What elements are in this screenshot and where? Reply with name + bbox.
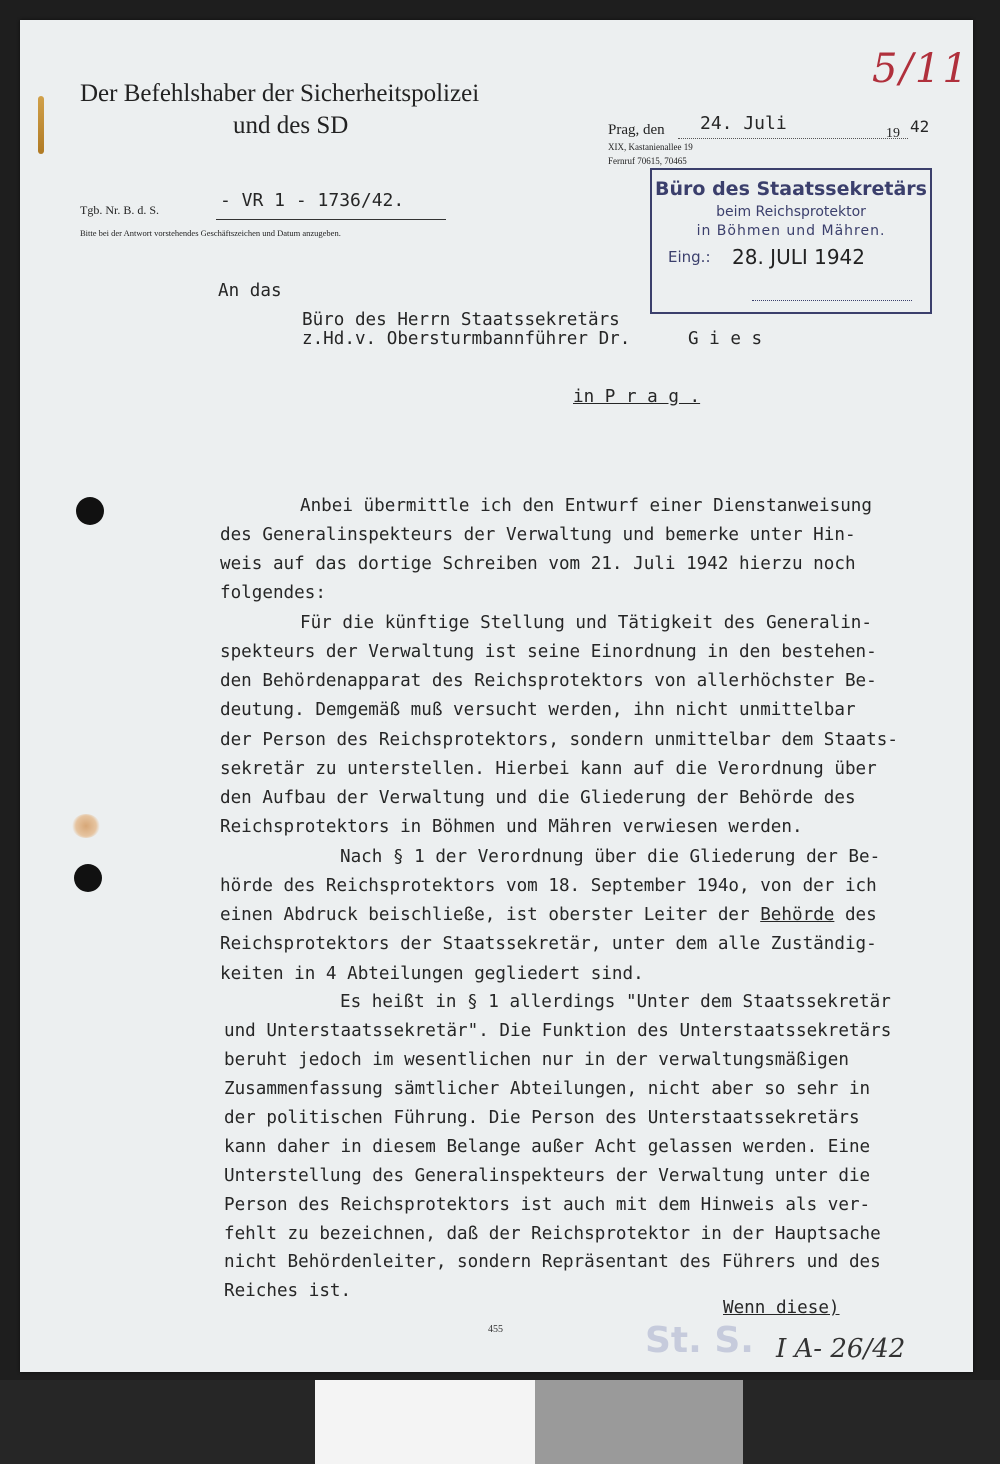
body-line: weis auf das dortige Schreiben vom 21. Juli 1942 hierzu noch bbox=[220, 554, 856, 574]
reference-rule bbox=[216, 219, 446, 220]
punch-hole-icon bbox=[76, 497, 104, 525]
recipient-line-2: z.Hd.v. Obersturmbannführer Dr. bbox=[302, 329, 631, 349]
paper-clip-icon bbox=[38, 96, 44, 154]
date-rule bbox=[678, 138, 908, 139]
recipient-city: in P r a g . bbox=[573, 387, 701, 407]
received-stamp bbox=[650, 168, 932, 314]
stamp-received-label: Eing.: bbox=[668, 248, 711, 266]
body-line-text: einen Abdruck beischließe, ist oberster Leiter der bbox=[220, 905, 750, 925]
place-label: Prag, den bbox=[608, 122, 665, 138]
year-prefix: 19 bbox=[886, 126, 900, 141]
body-line: Unterstellung des Generalinspekteurs der Verwaltung unter die bbox=[224, 1166, 871, 1186]
recipient-salutation: An das bbox=[218, 281, 282, 301]
handwritten-folio-number: 5/11 bbox=[872, 46, 970, 92]
body-line: beruht jedoch im wesentlichen nur in der verwaltungsmäßigen bbox=[224, 1050, 849, 1070]
body-line: Nach § 1 der Verordnung über die Gliederung der Be- bbox=[340, 847, 881, 867]
body-line: den Behördenapparat des Reichsprotektors von allerhöchster Be- bbox=[220, 671, 877, 691]
body-line: Anbei übermittle ich den Entwurf einer Dienstanweisung bbox=[300, 496, 872, 516]
letterhead-line-2: und des SD bbox=[233, 112, 349, 139]
page-number: 455 bbox=[488, 1324, 503, 1335]
stamp-line-3: in Böhmen und Mähren. bbox=[696, 223, 886, 239]
body-line: Es heißt in § 1 allerdings "Unter dem Staatssekretär bbox=[340, 992, 891, 1012]
recipient-name: G i e s bbox=[688, 329, 763, 349]
reference-hint: Bitte bei der Antwort vorstehendes Geschäftszeichen und Datum anzugeben. bbox=[80, 228, 341, 238]
body-line-tail: des bbox=[834, 905, 877, 925]
year-suffix: 42 bbox=[910, 117, 930, 136]
body-line: folgendes: bbox=[220, 583, 326, 603]
stamp-line-2: beim Reichsprotektor bbox=[716, 204, 866, 220]
body-line: der Person des Reichsprotektors, sondern unmittelbar dem Staats- bbox=[220, 730, 898, 750]
stamp-title: Büro des Staatssekretärs bbox=[655, 178, 927, 200]
letter-date: 24. Juli bbox=[700, 113, 787, 134]
body-line: der politischen Führung. Die Person des Unterstaatssekretärs bbox=[224, 1108, 860, 1128]
stamp-rule bbox=[752, 300, 912, 301]
body-line: keiten in 4 Abteilungen gegliedert sind. bbox=[220, 964, 644, 984]
body-line: Reichsprotektors in Böhmen und Mähren verwiesen werden. bbox=[220, 817, 803, 837]
continuation-catchword: Wenn diese) bbox=[723, 1298, 840, 1318]
reference-number: - VR 1 - 1736/42. bbox=[220, 190, 405, 211]
body-line: fehlt zu bezeichnen, daß der Reichsprotektor in der Hauptsache bbox=[224, 1224, 881, 1244]
reference-label: Tgb. Nr. B. d. S. bbox=[80, 203, 160, 217]
body-line: Reichsprotektors der Staatssekretär, unter dem alle Zuständig- bbox=[220, 934, 877, 954]
body-line: Person des Reichsprotektors ist auch mit dem Hinweis als ver- bbox=[224, 1195, 871, 1215]
body-line: spekteurs der Verwaltung ist seine Einordnung in den bestehen- bbox=[220, 642, 877, 662]
rust-stain bbox=[72, 814, 100, 838]
body-line: und Unterstaatssekretär". Die Funktion des Unterstaatssekretärs bbox=[224, 1021, 892, 1041]
faint-stamp: St. S. bbox=[645, 1320, 754, 1361]
body-line: Für die künftige Stellung und Tätigkeit des Generalin- bbox=[300, 613, 872, 633]
body-line: den Aufbau der Verwaltung und die Gliederung der Behörde des bbox=[220, 788, 856, 808]
body-line: hörde des Reichsprotektors vom 18. September 194o, von der ich bbox=[220, 876, 877, 896]
calibration-gray bbox=[535, 1380, 743, 1464]
body-line: Reiches ist. bbox=[224, 1281, 352, 1301]
body-line: Zusammenfassung sämtlicher Abteilungen, nicht aber so sehr in bbox=[224, 1079, 871, 1099]
body-line: des Generalinspekteurs der Verwaltung und bemerke unter Hin- bbox=[220, 525, 856, 545]
body-line: nicht Behördenleiter, sondern Repräsentant des Führers und des bbox=[224, 1252, 881, 1272]
body-line: sekretär zu unterstellen. Hierbei kann auf die Verordnung über bbox=[220, 759, 877, 779]
sender-address: XIX, Kastanienallee 19 bbox=[608, 142, 693, 152]
sender-phone: Fernruf 70615, 70465 bbox=[608, 156, 687, 166]
calibration-white bbox=[315, 1380, 535, 1464]
stamp-received-date: 28. JULI 1942 bbox=[732, 245, 865, 269]
recipient-line-1: Büro des Herrn Staatssekretärs bbox=[302, 310, 620, 330]
body-line: kann daher in diesem Belange außer Acht gelassen werden. Eine bbox=[224, 1137, 871, 1157]
letterhead-line-1: Der Befehlshaber der Sicherheitspolizei bbox=[80, 80, 480, 107]
underlined-word: Behörde bbox=[760, 905, 835, 925]
body-line: deutung. Demgemäß muß versucht werden, ihn nicht unmittelbar bbox=[220, 700, 856, 720]
handwritten-file-number: I A- 26/42 bbox=[776, 1334, 906, 1364]
body-line bbox=[220, 905, 877, 925]
punch-hole-icon bbox=[74, 864, 102, 892]
